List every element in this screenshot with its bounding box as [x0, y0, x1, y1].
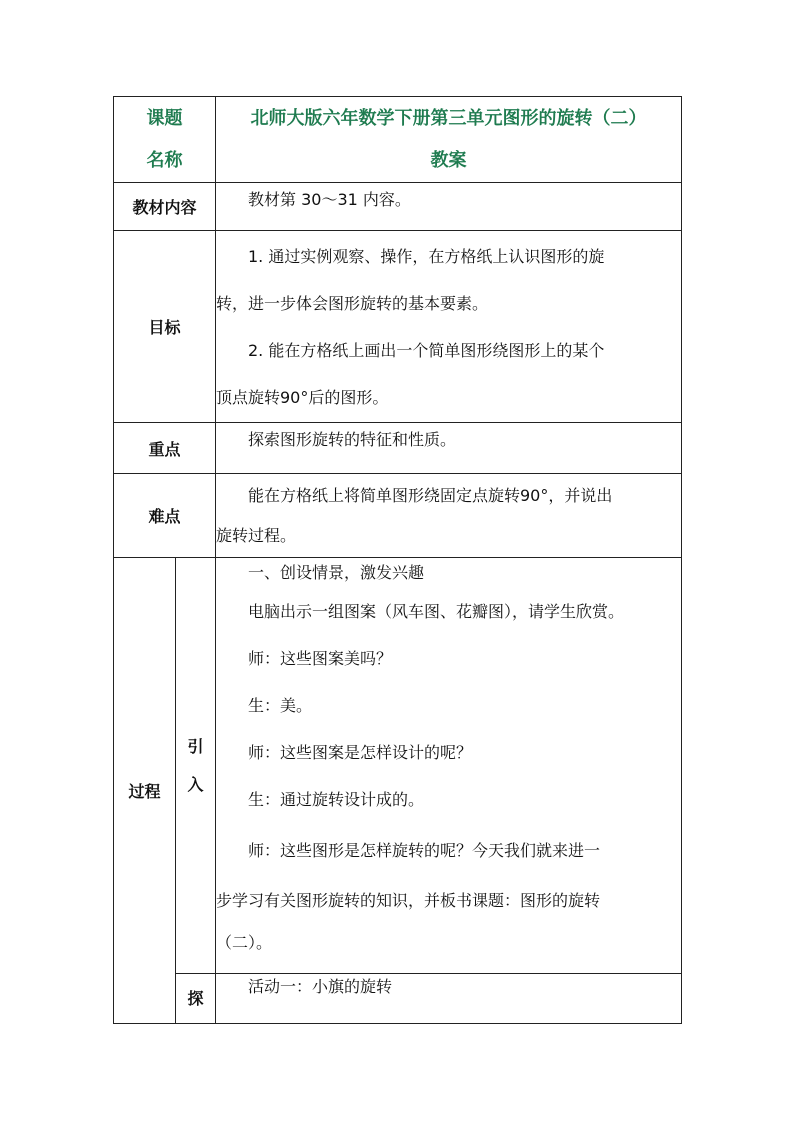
title-label-cell: [114, 97, 216, 183]
title-label-line2: 名称: [146, 149, 183, 171]
goal-line-2: 转，进一步体会图形旋转的基本要素。: [216, 293, 489, 313]
explore-line-1: 活动一：小旗的旋转: [248, 977, 393, 996]
title-row: [114, 97, 682, 183]
goal-line-3: 2. 能在方格纸上画出一个简单图形绕图形上的某个: [248, 340, 605, 360]
intro-line: 师：这些图案是怎样设计的呢？: [248, 743, 473, 762]
intro-line: 师：这些图案美吗？: [248, 649, 393, 668]
difficulty-content-cell: [216, 474, 682, 558]
goals-row: [114, 231, 682, 423]
explore-label-cell: [176, 974, 216, 1024]
process-label: 过程: [114, 558, 176, 1024]
intro-line: 电脑出示一组图案（风车图、花瓣图），请学生欣赏。: [248, 602, 625, 621]
intro-row: [114, 558, 682, 974]
lesson-title-cell: [216, 97, 682, 183]
explore-content-cell: [216, 974, 682, 1024]
intro-label-char2: 入: [187, 774, 204, 794]
difficulty-row: [114, 474, 682, 558]
difficulty-line-1: 能在方格纸上将简单图形绕固定点旋转90°，并说出: [248, 485, 613, 505]
lesson-title-line2: 教案: [430, 149, 467, 171]
lesson-plan-table: [113, 96, 682, 1024]
difficulty-label: 难点: [114, 474, 216, 558]
intro-line: 生：通过旋转设计成的。: [248, 790, 425, 809]
materials-label: 教材内容: [114, 183, 216, 231]
explore-row: [114, 974, 682, 1024]
materials-content-cell: [216, 183, 682, 231]
intro-line: 师：这些图形是怎样旋转的呢？今天我们就来进一: [248, 841, 601, 860]
intro-line: （二）。: [216, 933, 273, 952]
lesson-title-line1: 北师大版六年数学下册第三单元图形的旋转（二）: [250, 107, 647, 129]
intro-label-cell: [176, 558, 216, 974]
materials-row: [114, 183, 682, 231]
intro-line: 生：美。: [248, 696, 313, 715]
intro-line: 步学习有关图形旋转的知识，并板书课题：图形的旋转: [216, 891, 601, 910]
goal-line-4: 顶点旋转90°后的图形。: [216, 387, 389, 407]
key-point-row: [114, 423, 682, 474]
key-point-label: 重点: [114, 423, 216, 474]
intro-label-char1: 引: [187, 736, 204, 756]
goals-content-cell: [216, 231, 682, 423]
difficulty-line-2: 旋转过程。: [216, 525, 297, 545]
intro-content-cell: [216, 558, 682, 974]
key-point-content: 探索图形旋转的特征和性质。: [248, 430, 457, 449]
materials-content: 教材第 30～31 内容。: [248, 190, 411, 209]
key-point-content-cell: [216, 423, 682, 474]
intro-line: 一、创设情景，激发兴趣: [248, 563, 425, 582]
goals-label: 目标: [114, 231, 216, 423]
title-label-line1: 课题: [146, 107, 183, 129]
goal-line-1: 1. 通过实例观察、操作，在方格纸上认识图形的旋: [248, 246, 605, 266]
explore-label-char1: 探: [187, 988, 204, 1008]
